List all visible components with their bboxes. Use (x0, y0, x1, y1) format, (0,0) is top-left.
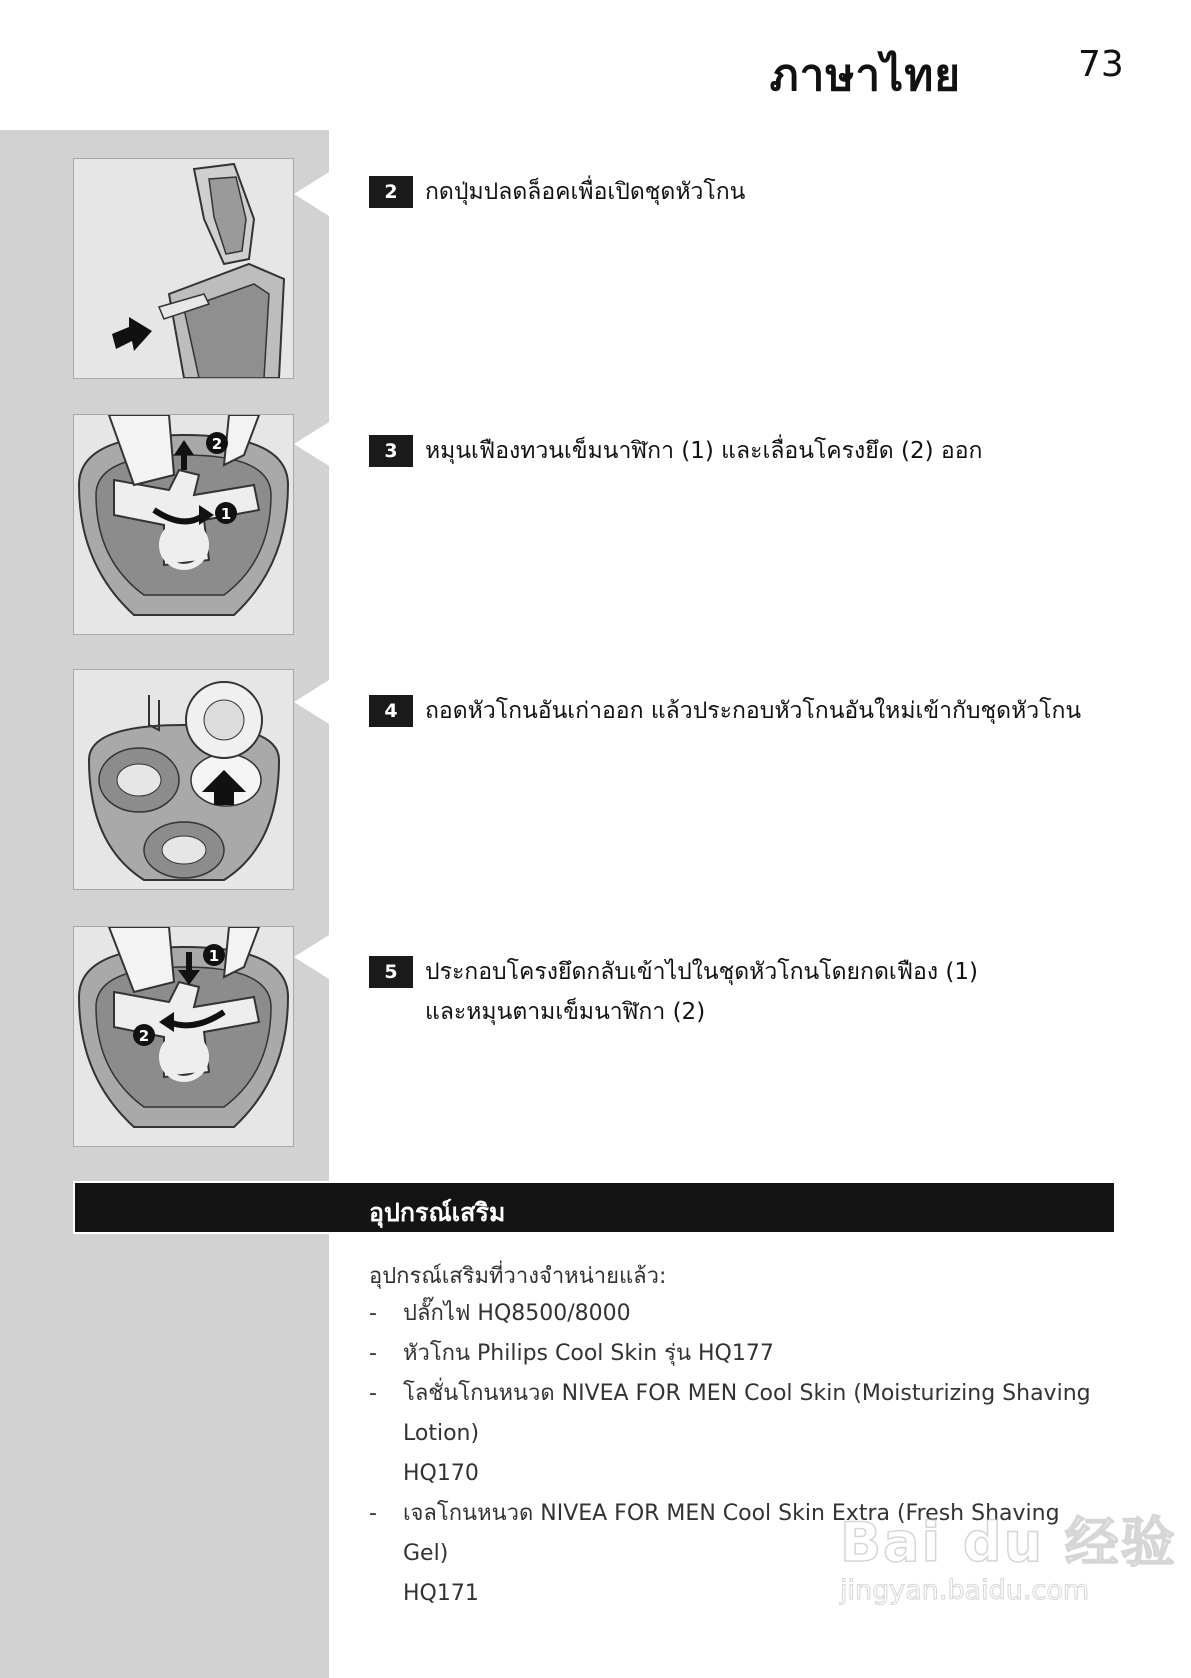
step-number: 3 (369, 435, 413, 467)
step-2 (369, 172, 1145, 212)
figure-reinsert-retaining-frame (73, 926, 294, 1147)
list-bullet: - (369, 1301, 377, 1326)
figure-label-2: 2 (211, 435, 223, 453)
section-header-bar (73, 1181, 1116, 1234)
list-item-text: หัวโกน Philips Cool Skin รุ่น HQ177 (403, 1341, 774, 1366)
watermark-logo-text: Bai du 经验 (840, 1511, 1177, 1574)
list-item-text-continued: HQ171 (403, 1581, 479, 1606)
step-4 (369, 691, 1145, 731)
list-bullet: - (369, 1341, 377, 1366)
watermark-url: jingyan.baidu.com (840, 1575, 1090, 1606)
baidu-watermark (840, 1500, 1177, 1606)
accessories-intro: อุปกรณ์เสริมที่วางจำหน่ายแล้ว: (369, 1264, 667, 1289)
list-bullet: - (369, 1501, 377, 1526)
step-text-line: ประกอบโครงยึดกลับเข้าไปในชุดหัวโกนโดยกดเฟือง (1) (425, 959, 978, 985)
figure-label-1: 1 (220, 505, 232, 523)
step-3 (369, 431, 1145, 471)
figure-pointer (294, 172, 329, 216)
list-item-text: เจลโกนหนวด NIVEA FOR MEN Cool Skin Extra (Fresh Shaving Gel) (403, 1501, 1060, 1566)
list-item-text: โลชั่นโกนหนวด NIVEA FOR MEN Cool Skin (Moisturizing Shaving Lotion) (403, 1381, 1091, 1446)
arrow-right-icon (112, 317, 152, 351)
list-item (369, 1374, 1109, 1494)
step-number: 5 (369, 956, 413, 988)
list-item-text: ปลั๊กไฟ HQ8500/8000 (403, 1301, 631, 1326)
step-number: 4 (369, 695, 413, 727)
figure-pointer (294, 935, 329, 979)
list-bullet: - (369, 1381, 377, 1406)
page-language-title: ภาษาไทย (769, 50, 961, 101)
figure-pointer (294, 680, 329, 724)
step-text (425, 952, 1145, 1032)
figure-remove-retaining-frame (73, 414, 294, 635)
figure-open-shaving-unit (73, 158, 294, 379)
figure-label-1: 1 (208, 947, 220, 965)
page-number: 73 (1078, 44, 1124, 85)
list-item (369, 1294, 1109, 1334)
list-item-text-continued: HQ170 (403, 1461, 479, 1486)
step-text: กดปุ่มปลดล็อคเพื่อเปิดชุดหัวโกน (425, 179, 746, 205)
step-number: 2 (369, 176, 413, 208)
section-title-accessories: อุปกรณ์เสริม (369, 1198, 506, 1227)
step-text: ถอดหัวโกนอันเก่าออก แล้วประกอบหัวโกนอันใหม่เข้ากับชุดหัวโกน (425, 698, 1082, 724)
figure-label-2: 2 (138, 1027, 150, 1045)
figure-replace-cutters (73, 669, 294, 890)
step-5 (369, 952, 1145, 1032)
step-text: หมุนเฟืองทวนเข็มนาฬิกา (1) และเลื่อนโครงยึด (2) ออก (425, 438, 983, 464)
list-item (369, 1334, 1109, 1374)
step-text-line: และหมุนตามเข็มนาฬิกา (2) (425, 999, 706, 1025)
figure-pointer (294, 422, 329, 466)
